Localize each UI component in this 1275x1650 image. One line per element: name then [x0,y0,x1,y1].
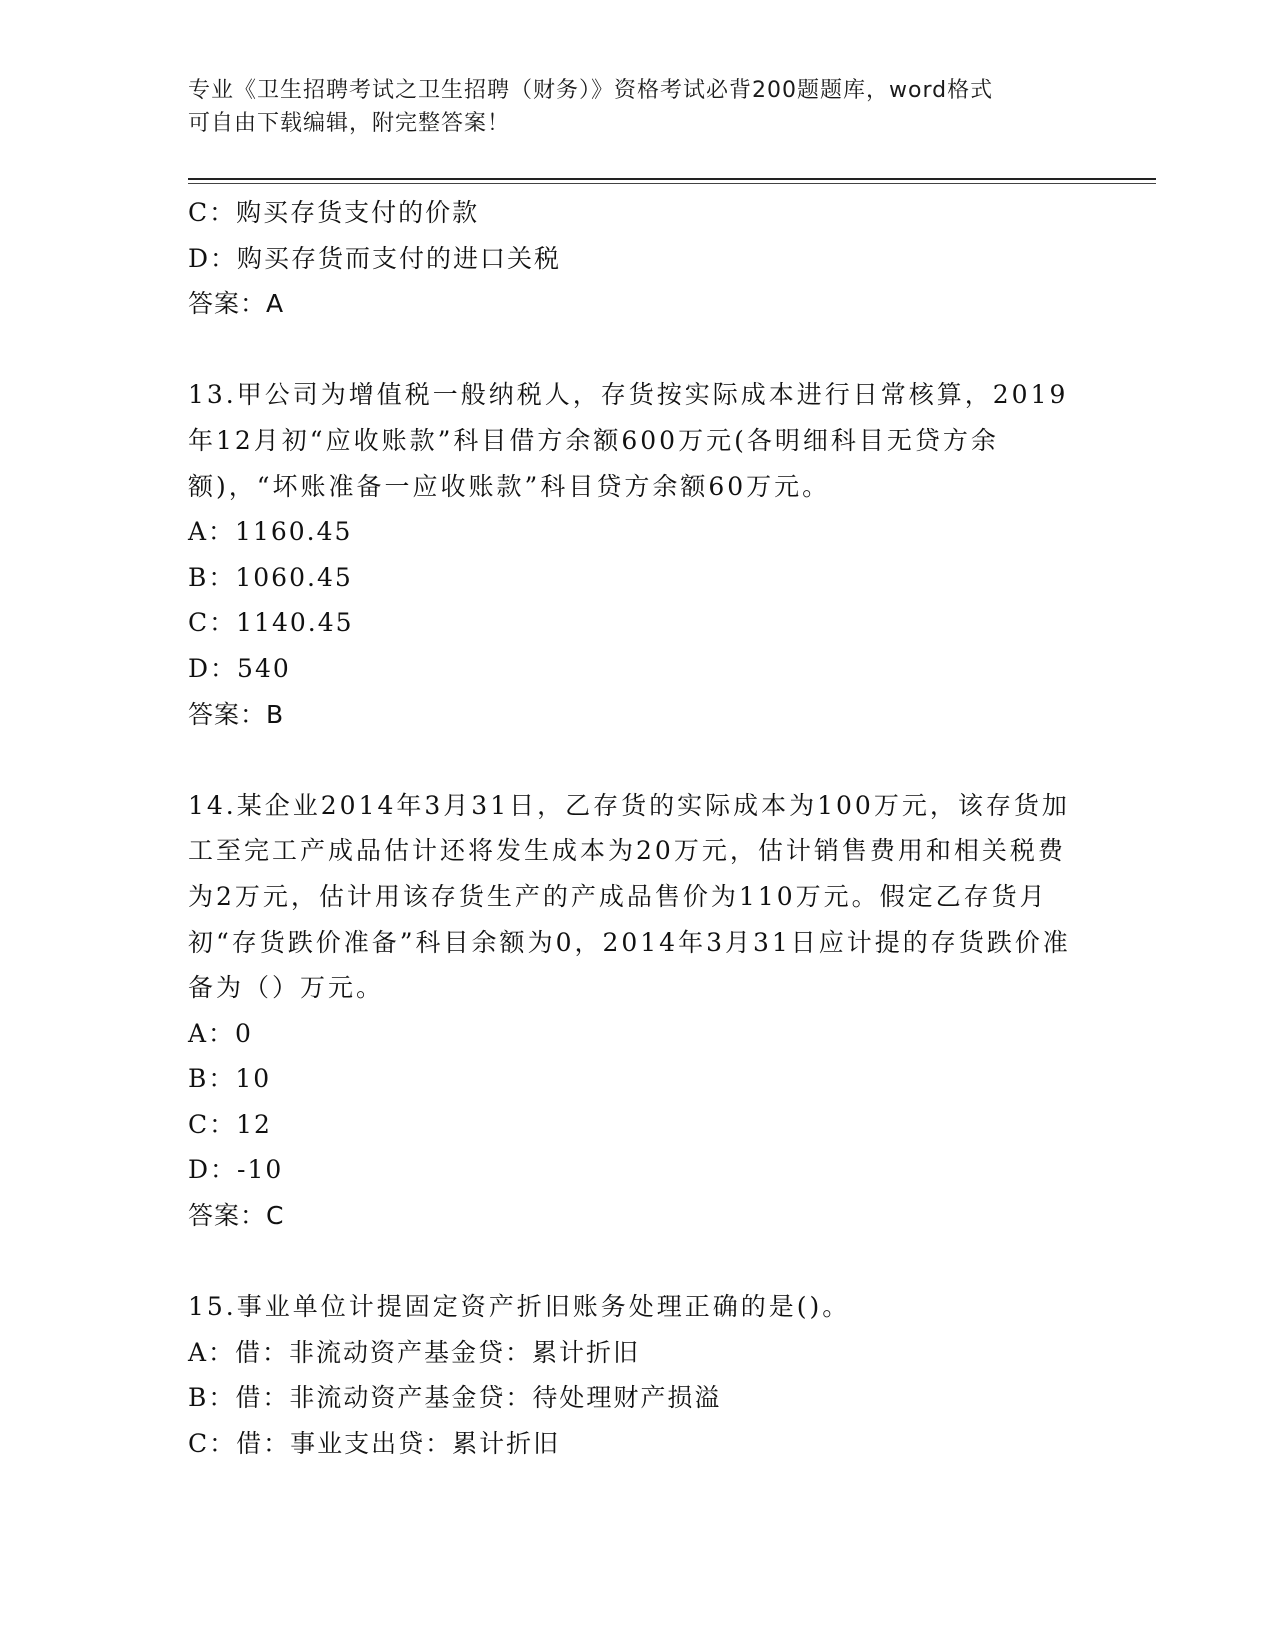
option-b: B：1060.45 [188,562,353,592]
answer: 答案：C [188,1201,285,1231]
option-d: D：购买存货而支付的进口关税 [188,243,562,273]
question-12-tail [188,190,1088,327]
question-text: 13.甲公司为增值税一般纳税人，存货按实际成本进行日常核算，2019年12月初“应收账款”科目借方余额600万元(各明细科目无贷方余额)，“坏账准备一应收账款”科目贷方余额60万元。 [188,380,1069,501]
option-b: B：10 [188,1064,272,1094]
option-a: A：0 [188,1018,253,1048]
header-line-2: 可自由下载编辑，附完整答案！ [188,111,511,136]
question-text: 15.事业单位计提固定资产折旧账务处理正确的是()。 [188,1292,851,1322]
option-c: C：1140.45 [188,608,354,638]
question-14 [188,783,1088,1239]
header-line-1: 专业《卫生招聘考试之卫生招聘（财务）》资格考试必背200题题库，word格式 [188,78,994,103]
option-c: C：购买存货支付的价款 [188,198,480,227]
question-text: 14.某企业2014年3月31日，乙存货的实际成本为100万元，该存货加工至完工产成品估计还将发生成本为20万元，估计销售费用和相关税费为2万元，估计用该存货生产的产成品售价为110万元。假定乙存货月初“存货跌价准备”科目余额为0，2014年3月31日应计提的存货跌价准备为（）万元。 [188,790,1071,1003]
question-13 [188,372,1088,737]
answer: 答案：B [188,699,285,729]
option-b: B：借：非流动资产基金贷：待处理财产损溢 [188,1383,722,1413]
option-d: D：540 [188,653,291,683]
document-body [188,190,1088,1467]
spacer [188,327,1088,373]
header-rule-thin [188,183,1156,184]
answer: 答案：A [188,289,285,319]
spacer [188,737,1088,783]
option-a: A：1160.45 [188,517,353,547]
option-c: C：12 [188,1109,272,1139]
spacer [188,1239,1088,1285]
question-15 [188,1284,1088,1466]
option-d: D：-10 [188,1155,284,1185]
document-header [188,74,1088,140]
option-a: A：借：非流动资产基金贷：累计折旧 [188,1337,641,1367]
header-rule-thick [188,178,1156,180]
option-c: C：借：事业支出贷：累计折旧 [188,1429,561,1459]
